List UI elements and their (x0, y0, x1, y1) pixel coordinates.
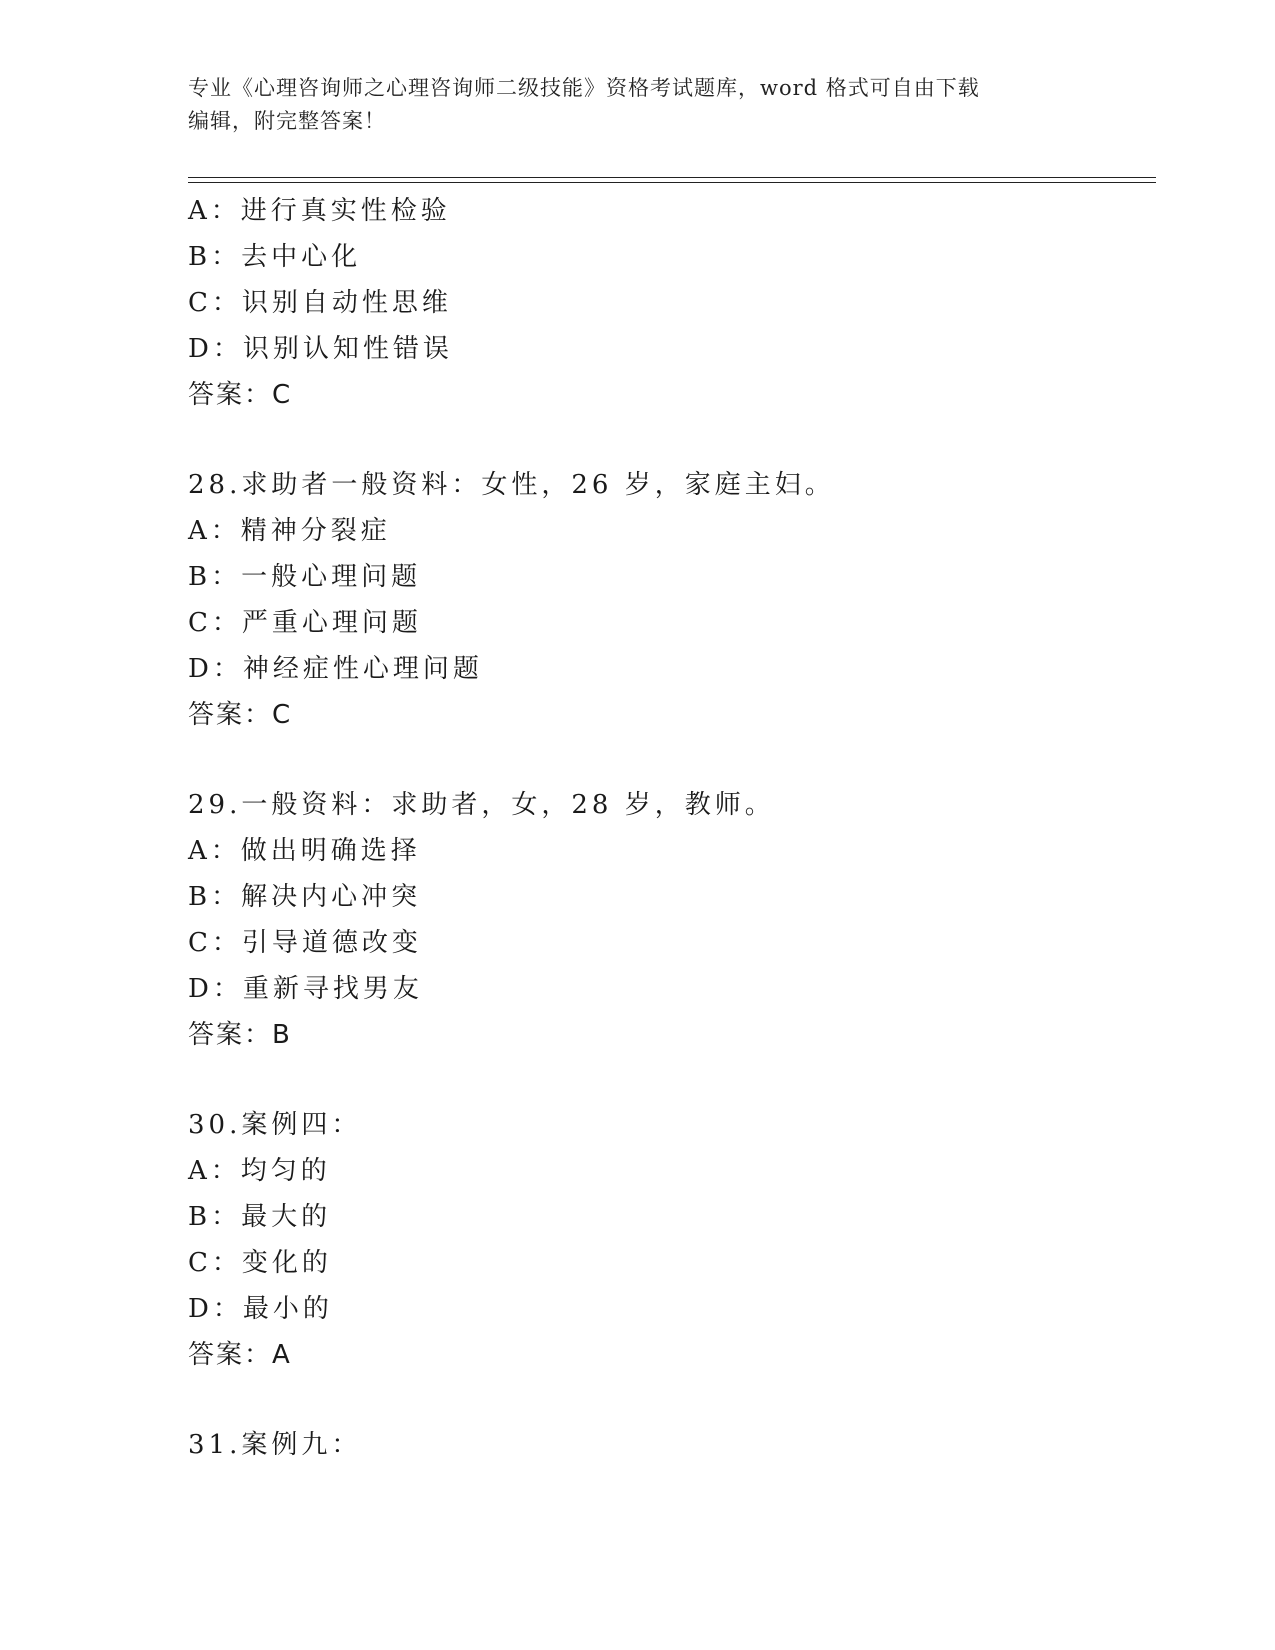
header-line-2: 编辑，附完整答案！ (188, 109, 386, 133)
question-31 (188, 1422, 1156, 1468)
answer: 答案：A (188, 1340, 292, 1370)
option-b: B：去中心化 (188, 242, 362, 272)
option-d: D：重新寻找男友 (188, 974, 423, 1004)
answer: 答案：B (188, 1020, 292, 1050)
document-header (188, 72, 1088, 138)
option-a: A：做出明确选择 (188, 836, 421, 866)
option-c: C：引导道德改变 (188, 928, 422, 958)
question-27 (188, 188, 1156, 418)
spacer (188, 1378, 1156, 1422)
spacer (188, 738, 1156, 782)
question-28 (188, 462, 1156, 738)
option-c: C：变化的 (188, 1248, 332, 1278)
option-d: D：神经症性心理问题 (188, 654, 483, 684)
header-line-1: 专业《心理咨询师之心理咨询师二级技能》资格考试题库，word 格式可自由下载 (188, 76, 980, 100)
question-stem: 29.一般资料：求助者，女，28 岁，教师。 (188, 790, 775, 820)
option-b: B：最大的 (188, 1202, 332, 1232)
answer: 答案：C (188, 700, 293, 730)
option-b: B：解决内心冲突 (188, 882, 422, 912)
question-29 (188, 782, 1156, 1058)
spacer (188, 1058, 1156, 1102)
question-stem: 28.求助者一般资料：女性，26 岁，家庭主妇。 (188, 470, 835, 500)
question-30 (188, 1102, 1156, 1378)
option-d: D：最小的 (188, 1294, 333, 1324)
option-d: D：识别认知性错误 (188, 334, 453, 364)
option-b: B：一般心理问题 (188, 562, 422, 592)
option-c: C：识别自动性思维 (188, 288, 452, 318)
header-divider-bottom (188, 182, 1156, 183)
question-list (188, 188, 1156, 1468)
header-divider-top (188, 177, 1156, 178)
option-c: C：严重心理问题 (188, 608, 422, 638)
question-stem: 30.案例四： (188, 1110, 362, 1140)
option-a: A：精神分裂症 (188, 516, 391, 546)
option-a: A：均匀的 (188, 1156, 331, 1186)
option-a: A：进行真实性检验 (188, 196, 451, 226)
question-stem: 31.案例九： (188, 1430, 362, 1460)
spacer (188, 418, 1156, 462)
answer: 答案：C (188, 380, 293, 410)
